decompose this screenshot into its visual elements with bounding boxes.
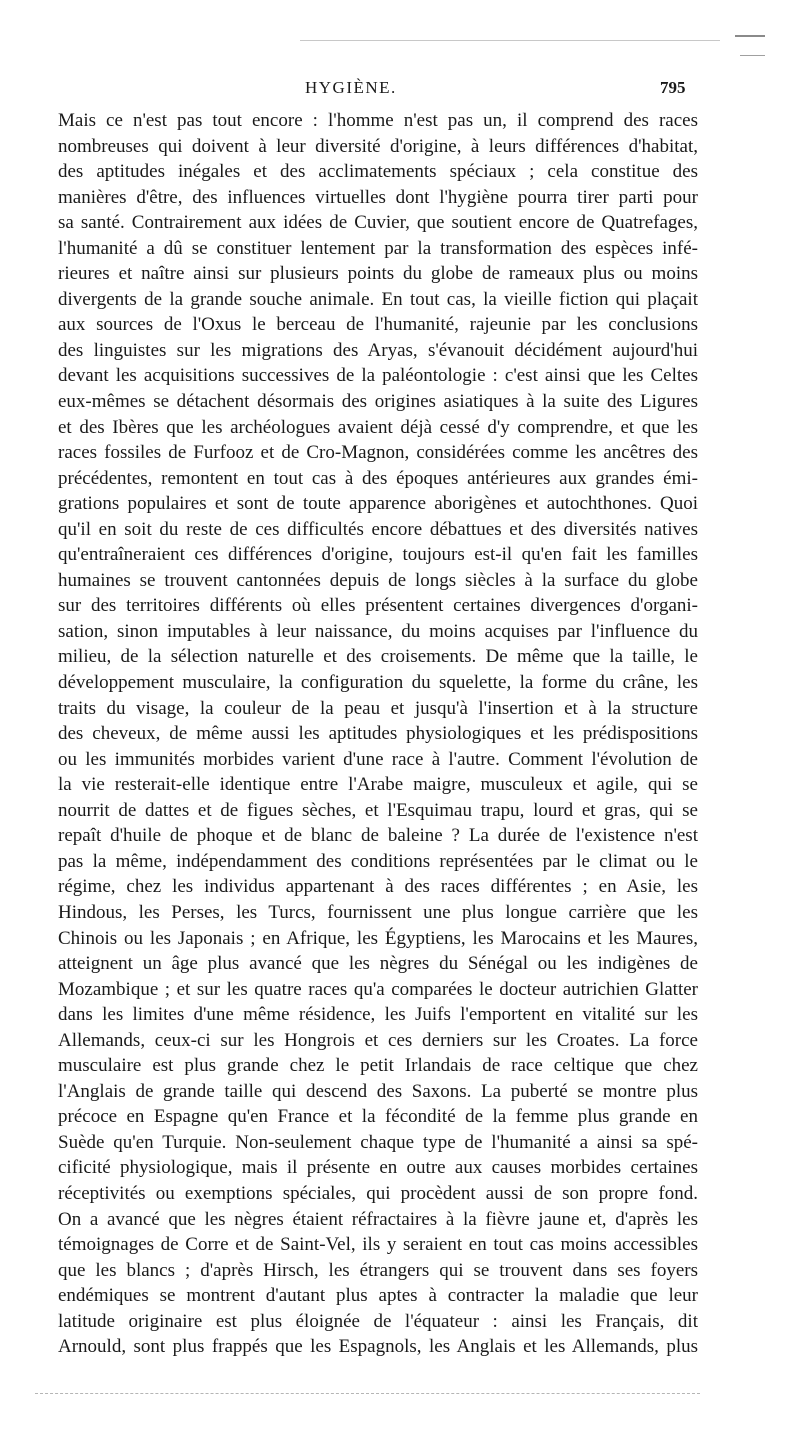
text-line: grations populaires et sont de toute apparence aborigènes et autochthones. Quoi <box>58 493 698 515</box>
running-title: HYGIÈNE. <box>305 78 397 97</box>
text-line: que les blancs ; d'après Hirsch, les étrangers qui se trouvent dans ses foyers <box>58 1259 698 1281</box>
text-line: témoignages de Corre et de Saint-Vel, ils y seraient en tout cas moins accessibles <box>58 1234 698 1256</box>
text-line: aux sources de l'Oxus le berceau de l'humanité, rajeunie par les conclusions <box>58 314 698 336</box>
text-line: humaines se trouvent cantonnées depuis de longs siècles à la surface du globe <box>58 569 698 591</box>
text-line: devant les acquisitions successives de la paléontologie : c'est ainsi que les Celtes <box>58 365 698 387</box>
text-line: traits du visage, la couleur de la peau et jusqu'à l'insertion et à la structure <box>58 697 698 719</box>
text-line: rieures et naître ainsi sur plusieurs points du globe de rameaux plus ou moins <box>58 263 698 285</box>
text-line: l'humanité a dû se constituer lentement par la transformation des espèces infé- <box>58 237 698 259</box>
text-line: sation, sinon imputables à leur naissance, du moins acquises par l'influence du <box>58 620 698 642</box>
text-line: Mozambique ; et sur les quatre races qu'a comparées le docteur autrichien Glatter <box>58 978 698 1000</box>
body-text <box>58 108 698 1360</box>
text-line: l'Anglais de grande taille qui descend des Saxons. La puberté se montre plus <box>58 1080 698 1102</box>
text-line: Mais ce n'est pas tout encore : l'homme n'est pas un, il comprend des races <box>58 110 698 131</box>
text-line: des aptitudes inégales et des acclimatements spéciaux ; cela constitue des <box>58 161 698 183</box>
text-line: manières d'être, des influences virtuelles dont l'hygiène pourra tirer parti pour <box>58 186 698 208</box>
text-line: musculaire est plus grande chez le petit Irlandais de race celtique que chez <box>58 1055 698 1077</box>
text-line: des linguistes sur les migrations des Aryas, s'évanouit décidément aujourd'hui <box>58 339 698 361</box>
text-line: On a avancé que les nègres étaient réfractaires à la fièvre jaune et, d'après les <box>58 1208 698 1230</box>
text-line: précoce en Espagne qu'en France et la fécondité de la femme plus grande en <box>58 1106 698 1128</box>
text-line: repaît d'huile de phoque et de blanc de baleine ? La durée de l'existence n'est <box>58 825 698 847</box>
text-line: endémiques se montrent d'autant plus aptes à contracter la maladie que leur <box>58 1285 698 1307</box>
text-line: ou les immunités morbides varient d'une race à l'autre. Comment l'évolution de <box>58 748 698 770</box>
scan-noise-right <box>735 35 765 37</box>
scan-noise-top <box>300 40 720 41</box>
text-line: réceptivités ou exemptions spéciales, qui procèdent aussi de son propre fond. <box>58 1182 698 1204</box>
text-line: Arnould, sont plus frappés que les Espagnols, les Anglais et les Allemands, plus <box>58 1336 698 1358</box>
text-line: régime, chez les individus appartenant à des races différentes ; en Asie, les <box>58 876 698 898</box>
text-line: races fossiles de Furfooz et de Cro-Magnon, considérées comme les ancêtres des <box>58 442 698 464</box>
text-line: latitude originaire est plus éloignée de l'équateur : ainsi les Français, dit <box>58 1310 698 1332</box>
text-line: divergents de la grande souche animale. En tout cas, la vieille fiction qui plaçait <box>58 288 698 310</box>
text-line: Allemands, ceux-ci sur les Hongrois et ces derniers sur les Croates. La force <box>58 1029 698 1051</box>
text-line: qu'entraîneraient ces différences d'origine, toujours est-il qu'en fait les familles <box>58 544 698 566</box>
text-line: Chinois ou les Japonais ; en Afrique, les Égyptiens, les Marocains et les Maures, <box>58 927 698 949</box>
text-line: Suède qu'en Turquie. Non-seulement chaque type de l'humanité a ainsi sa spé- <box>58 1131 698 1153</box>
text-line: Hindous, les Perses, les Turcs, fournissent une plus longue carrière que les <box>58 901 698 923</box>
running-head <box>0 78 800 102</box>
text-line: développement musculaire, la configuration du squelette, la forme du crâne, les <box>58 672 698 694</box>
text-line: des cheveux, de même aussi les aptitudes physiologiques et les prédispositions <box>58 723 698 745</box>
text-line: nombreuses qui doivent à leur diversité d'origine, à leurs différences d'habitat, <box>58 135 698 157</box>
text-line: précédentes, remontent en tout cas à des époques antérieures aux grandes émi- <box>58 467 698 489</box>
text-line: sa santé. Contrairement aux idées de Cuvier, que soutient encore de Quatrefages, <box>58 212 698 234</box>
text-line: dans les limites d'une même résidence, les Juifs l'emportent en vitalité sur les <box>58 1004 698 1026</box>
text-line: cificité physiologique, mais il présente en outre aux causes morbides certaines <box>58 1157 698 1179</box>
scan-bottom-rule <box>35 1393 700 1394</box>
text-line: nourrit de dattes et de figues sèches, et l'Esquimau trapu, lourd et gras, qui se <box>58 799 698 821</box>
text-line: atteignent un âge plus avancé que les nègres du Sénégal ou les indigènes de <box>58 953 698 975</box>
text-line: et des Ibères que les archéologues avaient déjà cessé d'y comprendre, et que les <box>58 416 698 438</box>
scan-noise-right-2 <box>740 55 765 56</box>
text-line: qu'il en soit du reste de ces difficultés encore débattues et des diversités natives <box>58 518 698 540</box>
text-line: milieu, de la sélection naturelle et des croisements. De même que la taille, le <box>58 646 698 668</box>
text-line: la vie resterait-elle identique entre l'Arabe maigre, musculeux et agile, qui se <box>58 774 698 796</box>
text-line: sur des territoires différents où elles présentent certaines divergences d'organi- <box>58 595 698 617</box>
text-line: eux-mêmes se détachent désormais des origines asiatiques à la suite des Ligures <box>58 391 698 413</box>
page-number: 795 <box>660 78 686 97</box>
text-line: pas la même, indépendamment des conditions représentées par le climat ou le <box>58 850 698 872</box>
